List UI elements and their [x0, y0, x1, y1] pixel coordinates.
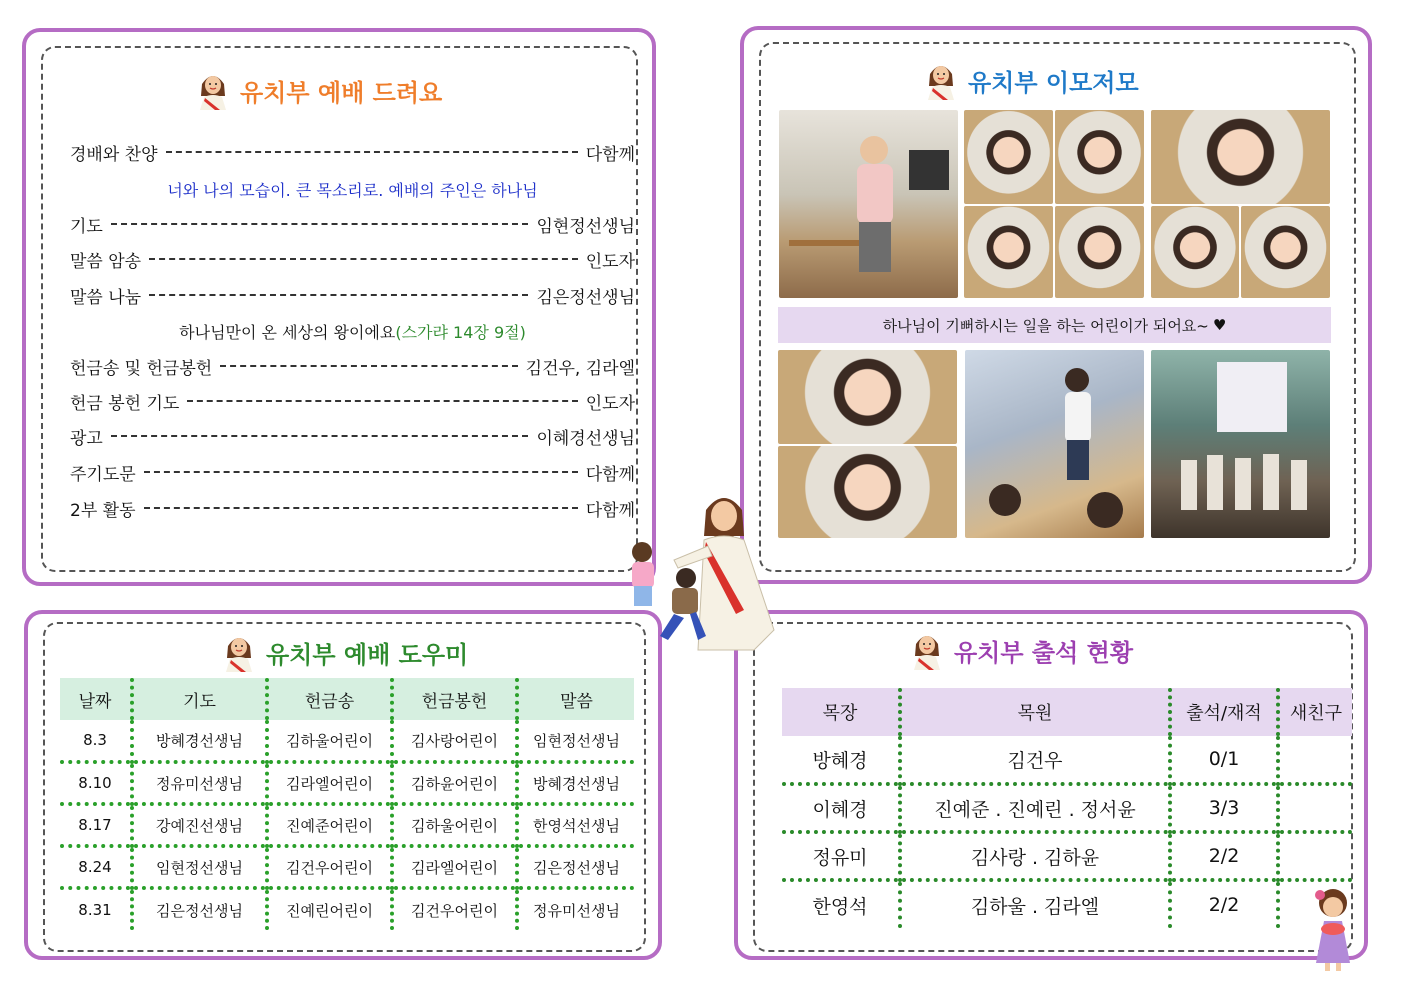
gallery-title: 유치부 이모저모	[924, 60, 1139, 100]
col-date: 날짜	[60, 678, 132, 720]
table-row: 8.24 임현정선생님 김건우어린이 김라엘어린이 김은정선생님	[60, 846, 634, 888]
worship-order-panel	[22, 28, 656, 586]
table-row: 8.10 정유미선생님 김라엘어린이 김하윤어린이 방혜경선생님	[60, 762, 634, 804]
order-row-lords-prayer: 주기도문 다함께	[70, 464, 635, 485]
order-row-announcements: 광고 이혜경선생님	[70, 428, 635, 449]
table-row: 8.3 방혜경선생님 김하울어린이 김사랑어린이 임현정선생님	[60, 720, 634, 762]
table-row: 8.31 김은정선생님 진예린어린이 김건우어린이 정유미선생님	[60, 888, 634, 930]
order-row-prayer: 기도 임현정선생님	[70, 216, 635, 237]
sermon-ref: (스가랴 14장 9절)	[395, 323, 526, 342]
col-offering-song: 헌금송	[267, 678, 392, 720]
order-row-memorize: 말씀 암송 인도자	[70, 251, 635, 272]
jesus-icon	[196, 70, 230, 110]
jesus-icon	[924, 60, 958, 100]
photo-teacher-singing	[779, 110, 958, 298]
col-attendance: 출석/재적	[1170, 688, 1278, 736]
photo-child-5	[1151, 206, 1239, 298]
col-offering: 헌금봉헌	[392, 678, 517, 720]
order-row-offering: 헌금송 및 헌금봉헌 김건우, 김라엘	[70, 358, 635, 379]
attendance-title: 유치부 출석 현황	[910, 630, 1133, 670]
photo-child-8	[778, 446, 957, 538]
photo-teacher-leading	[965, 350, 1144, 538]
col-prayer: 기도	[132, 678, 267, 720]
col-group: 목장	[782, 688, 900, 736]
photo-child-3	[964, 206, 1053, 298]
table-row: 이혜경 진예준 . 진예린 . 정서윤 3/3	[782, 784, 1352, 832]
sermon-line: 하나님만이 온 세상의 왕이에요(스가랴 14장 9절)	[179, 323, 526, 342]
table-header-row	[60, 678, 634, 720]
photo-children-stage	[1151, 350, 1330, 538]
theme-line: 너와 나의 모습이. 큰 목소리로. 예배의 주인은 하나님	[167, 181, 538, 200]
photo-child-2	[1055, 110, 1144, 204]
photo-child-4	[1055, 206, 1144, 298]
col-members: 목원	[900, 688, 1170, 736]
worship-order-title: 유치부 예배 드려요	[196, 70, 442, 110]
col-sermon: 말씀	[517, 678, 634, 720]
table-row: 8.17 강예진선생님 진예준어린이 김하울어린이 한영석선생님	[60, 804, 634, 846]
girl-illustration	[1298, 885, 1368, 973]
jesus-icon	[222, 632, 256, 672]
helpers-panel	[24, 610, 662, 960]
attendance-table	[782, 688, 1352, 928]
col-new-friends: 새친구	[1278, 688, 1352, 736]
order-row-sermon: 말씀 나눔 김은정선생님	[70, 287, 635, 308]
photo-child-1	[964, 110, 1053, 204]
table-header-row	[782, 688, 1352, 736]
helpers-table	[60, 678, 634, 930]
photo-child-7	[778, 350, 957, 444]
order-row-praise: 경배와 찬양 다함께	[70, 144, 635, 165]
worship-order-frame	[41, 46, 638, 572]
jesus-icon	[910, 630, 944, 670]
photo-child-6	[1241, 206, 1330, 298]
order-row-offering-prayer: 헌금 봉헌 기도 인도자	[70, 393, 635, 414]
attendance-panel	[734, 610, 1368, 960]
helpers-title: 유치부 예배 도우미	[222, 632, 468, 672]
photo-child-mask	[1151, 110, 1330, 204]
table-row: 한영석 김하울 . 김라엘 2/2	[782, 880, 1352, 928]
heart-icon: ♥	[1212, 316, 1227, 334]
table-row: 정유미 김사랑 . 김하윤 2/2	[782, 832, 1352, 880]
order-row-activity: 2부 활동 다함께	[70, 500, 635, 521]
table-row: 방혜경 김건우 0/1	[782, 736, 1352, 784]
gallery-caption: 하나님이 기뻐하시는 일을 하는 어린이가 되어요~ ♥	[778, 307, 1331, 343]
jesus-with-children-illustration	[624, 490, 784, 655]
